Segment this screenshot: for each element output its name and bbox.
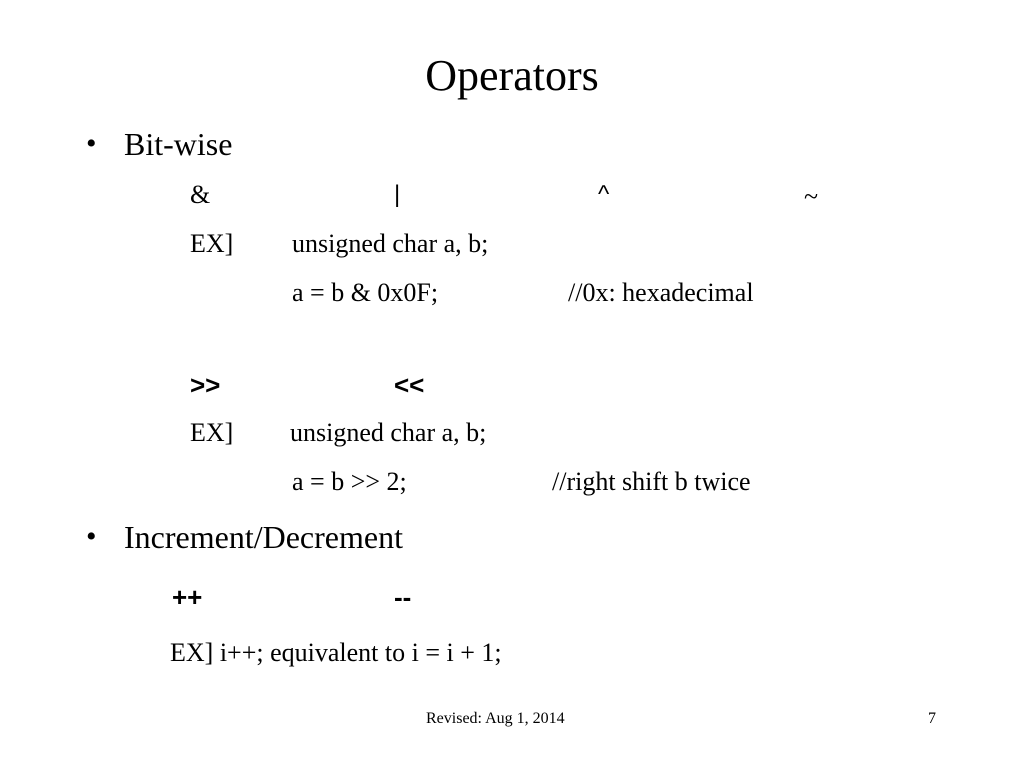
ex2-label: EX]	[190, 418, 234, 447]
ex1-label: EX]	[190, 229, 234, 258]
op-increment: ++	[172, 582, 203, 612]
bullet-dot-incdec: •	[86, 520, 97, 553]
op-and: &	[190, 180, 211, 209]
op-decrement: --	[394, 582, 412, 612]
slide-title: Operators	[425, 51, 599, 100]
ex1-comment: //0x: hexadecimal	[568, 278, 754, 307]
bullet-bitwise-heading: Bit-wise	[124, 126, 233, 162]
ex2-declaration: unsigned char a, b;	[290, 418, 487, 447]
op-not: ~	[804, 182, 819, 211]
incdec-example: EX] i++; equivalent to i = i + 1;	[170, 638, 502, 667]
ex2-statement: a = b >> 2;	[292, 467, 407, 496]
op-right-shift: >>	[190, 370, 221, 400]
op-xor: ^	[598, 181, 610, 208]
bullet-dot-bitwise: •	[86, 127, 97, 160]
op-left-shift: <<	[394, 370, 425, 400]
ex1-statement: a = b & 0x0F;	[292, 278, 439, 307]
slide-number: 7	[928, 710, 936, 727]
ex1-declaration: unsigned char a, b;	[292, 229, 489, 258]
footer-revised-date: Revised: Aug 1, 2014	[426, 710, 565, 727]
op-or: |	[394, 181, 401, 208]
ex2-comment: //right shift b twice	[552, 467, 751, 496]
bullet-incdec-heading: Increment/Decrement	[124, 519, 403, 555]
